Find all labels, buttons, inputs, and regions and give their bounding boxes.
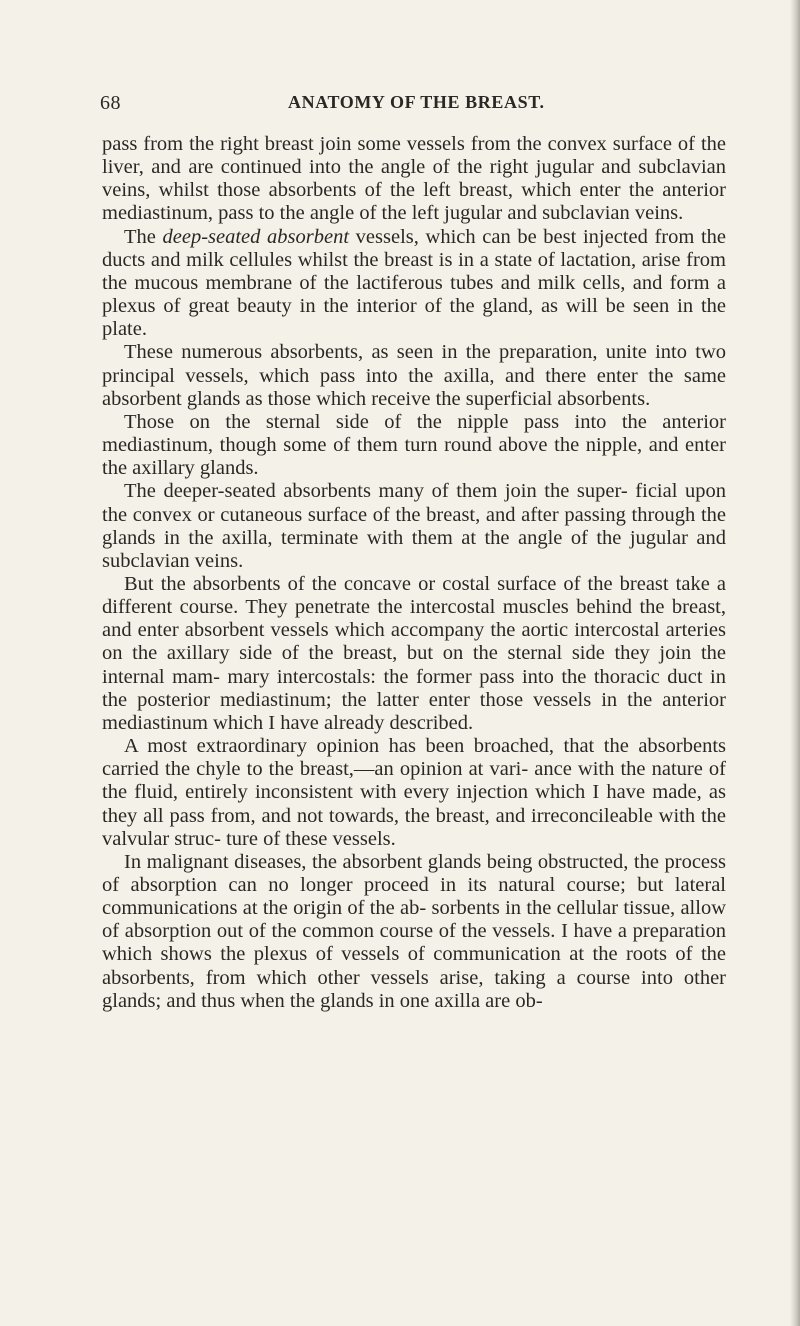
paragraph [102,411,726,480]
paragraph [102,341,726,410]
running-head: ANATOMY OF THE BREAST. [288,92,545,112]
paragraph-text: Those on the sternal side of the nipple pass into the anterior mediastinum, though some of them turn round above the nipple, and enter the axillary glands. [102,410,726,480]
paragraph [102,480,726,573]
page-header [100,92,740,122]
paragraph [102,133,726,226]
paragraph-text: These numerous absorbents, as seen in the preparation, unite into two principal vessels, which pass into the axilla, and there enter the same absorbent glands as those which receive the superficial absorbents. [102,341,726,410]
page-number: 68 [100,92,121,114]
paragraph-text: A most extraordinary opinion has been broached, that the absorbents carried the chyle to the breast,—an opinion at vari- ance with the nature of the fluid, entirely inconsistent with every injection which I have made, as they all pass from, and not towards, the breast, and irreconcileable with the valvular struc- ture of these vessels. [102,735,726,850]
paragraph-text: The [124,225,163,248]
paragraph-text: But the absorbents of the concave or costal surface of the breast take a different course. They penetrate the intercostal muscles behind the breast, and enter absorbent vessels which accompany the aortic intercostal arteries on the axillary side of the breast, but on the sternal side they join the internal mam- mary intercostals: the former pass into the thoracic duct in the posterior mediastinum; the latter enter those vessels in the anterior mediastinum which I have already described. [102,572,726,734]
paragraph [102,226,726,342]
paragraph [102,851,726,1013]
body-text [102,133,726,1013]
paragraph [102,735,726,851]
italic-term: deep-seated absorbent [162,225,350,248]
paragraph-text: The deeper-seated absorbents many of them join the super- ficial upon the convex or cutaneous surface of the breast, and after passing through the glands in the axilla, terminate with them at the angle of the jugular and subclavian veins. [102,480,726,572]
paragraph-text: In malignant diseases, the absorbent glands being obstructed, the process of absorption can no longer proceed in its natural course; but lateral communications at the origin of the ab- sorbents in the cellular tissue, allow of absorption out of the common course of the vessels. I have a preparation which shows the plexus of vessels of communication at the roots of the absorbents, from which other vessels arise, taking a course into other glands; and thus when the glands in one axilla are ob- [102,850,726,1012]
paragraph [102,573,726,735]
paragraph-text: pass from the right breast join some vessels from the convex surface of the liver, and are continued into the angle of the right jugular and subclavian veins, whilst those absorbents of the left breast, which enter the anterior mediastinum, pass to the angle of the left jugular and subclavian veins. [102,133,726,225]
paragraph-text: vessels, which can be best injected from the ducts and milk cellules whilst the breast is in a state of lactation, arise from the mucous membrane of the lactiferous tubes and milk cells, and form a plexus of great beauty in the interior of the gland, as will be seen in the plate. [102,225,726,341]
page-edge-shadow [790,0,800,1326]
